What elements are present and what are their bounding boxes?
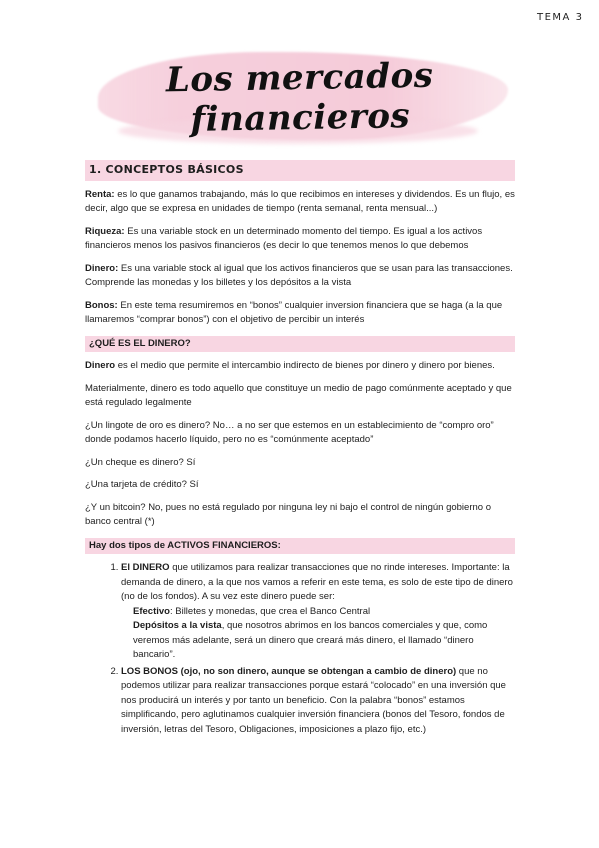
section-heading-activos: Hay dos tipos de ACTIVOS FINANCIEROS: — [85, 538, 515, 555]
list-item-dinero — [121, 561, 515, 663]
text-renta: es lo que ganamos trabajando, más lo que recibimos en intereses y dividendos. Es un flujo, es decir, algo que se expresa en unidades de tiempo (renta semanal, renta mensual...) — [85, 188, 515, 214]
term-dinero: Dinero: — [85, 262, 119, 274]
text-efectivo: : Billetes y monedas, que crea el Banco Central — [169, 605, 371, 617]
paragraph-materialmente: Materialmente, dinero es todo aquello que constituye un medio de pago comúnmente aceptado y que está regulado legalmente — [85, 382, 512, 408]
paragraph-dinero-def — [85, 359, 515, 374]
term-renta: Renta: — [85, 188, 115, 200]
paragraph-riqueza — [85, 225, 515, 254]
paragraph-dinero — [85, 262, 515, 291]
page-title: Los mercados financieros — [165, 55, 434, 140]
term-riqueza: Riqueza: — [85, 225, 125, 237]
term-los-bonos: LOS BONOS (ojo, no son dinero, aunque se obtengan a cambio de dinero) — [121, 665, 457, 677]
text-depositos: , que nosotros abrimos en los bancos comerciales y que, como veremos más adelante, será un dinero que creará más dinero, el llamado “dinero bancario”. — [133, 620, 488, 660]
text-riqueza: Es una variable stock en un determinado momento del tiempo. Es igual a los activos financieros menos los pasivos financieros (es decir lo que tenemos menos lo que debemos — [85, 225, 483, 251]
paragraph-bitcoin: ¿Y un bitcoin? No, pues no está regulado por ninguna ley ni bajo el control de ningún gobierno o banco central (*) — [85, 501, 491, 527]
paragraph-renta — [85, 188, 515, 217]
list-item-bonos — [121, 665, 515, 738]
paragraph-lingote: ¿Un lingote de oro es dinero? No… a no ser que estemos en un establecimiento de “compro oro” donde podamos hacerlo líquido, pero no es “comúnmente aceptado” — [85, 419, 494, 445]
paragraph-cheque: ¿Un cheque es dinero? Sí — [85, 456, 196, 468]
term-el-dinero: El DINERO — [121, 562, 170, 573]
activos-list — [85, 561, 515, 737]
term-depositos: Depósitos a la vista — [133, 620, 222, 631]
text-el-dinero: que utilizamos para realizar transacciones que no rinde intereses. Importante: la demanda de dinero, a la que nos vamos a referir en este tema, es solo de este tipo de dinero (no de los fondos). A su vez este dinero puede ser: — [121, 562, 513, 602]
term-efectivo: Efectivo — [133, 605, 170, 617]
section-heading-que-es-dinero: ¿QUÉ ES EL DINERO? — [85, 336, 515, 353]
paragraph-bonos — [85, 299, 515, 328]
document-body — [85, 160, 515, 739]
text-dinero-def: es el medio que permite el intercambio indirecto de bienes por dinero y dinero por bienes. — [115, 360, 495, 371]
sub-item-depositos — [121, 619, 515, 663]
text-bonos: En este tema resumiremos en “bonos” cualquier inversion financiera que se haga (a la que llamaremos “comprar bonos”) con el objetivo de percibir un interés — [85, 299, 503, 325]
sub-item-efectivo — [121, 605, 515, 620]
section-heading-conceptos: 1. CONCEPTOS BÁSICOS — [85, 160, 515, 181]
text-los-bonos: que no podemos utilizar para realizar transacciones porque estará “colocado” en una inversión que nos producirá un interés y por tanto un beneficio. Con la palabra “bonos” estamos simplificando, pero aglutinamos cualquier inversión financiera (bonos del Tesoro, fondos de inversión, letras del Tesoro, Obligaciones, imposiciones a plazo fijo, etc.) — [121, 665, 506, 735]
text-dinero: Es una variable stock al igual que los activos financieros que se usan para las transacciones. Comprende las monedas y los billetes y los depósitos a la vista — [85, 262, 513, 288]
term-bonos: Bonos: — [85, 299, 118, 311]
term-dinero-def: Dinero — [85, 360, 116, 371]
tema-label: TEMA 3 — [537, 12, 584, 23]
paragraph-tarjeta: ¿Una tarjeta de crédito? Sí — [85, 479, 199, 490]
